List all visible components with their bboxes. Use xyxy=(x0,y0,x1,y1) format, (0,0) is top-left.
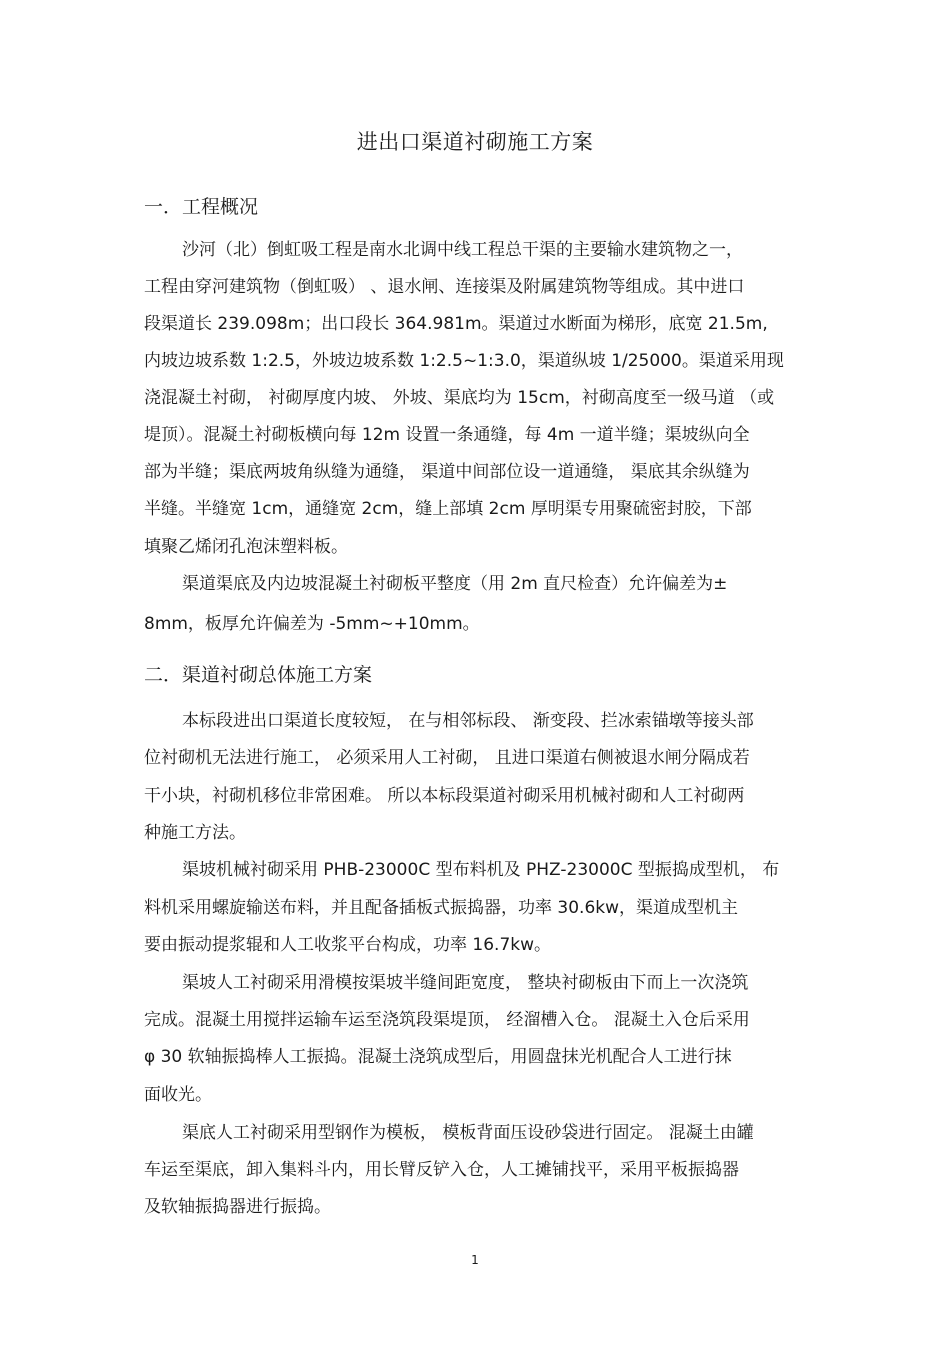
paragraph-line: 渠道渠底及内边坡混凝土衬砌板平整度（用 2m 直尺检查）允许偏差为± xyxy=(182,574,728,594)
paragraph-line: 面收光。 xyxy=(144,1085,212,1105)
page-number: 1 xyxy=(471,1253,479,1267)
paragraph-line: 渠坡人工衬砌采用滑模按渠坡半缝间距宽度， 整块衬砌板由下而上一次浇筑 xyxy=(182,973,749,993)
paragraph-line: 填聚乙烯闭孔泡沫塑料板。 xyxy=(144,537,348,557)
paragraph-line: 渠底人工衬砌采用型钢作为模板， 模板背面压设砂袋进行固定。 混凝土由罐 xyxy=(182,1123,754,1143)
document-title: 进出口渠道衬砌施工方案 xyxy=(356,130,594,154)
paragraph-line: 车运至渠底，卸入集料斗内，用长臂反铲入仓，人工摊铺找平，采用平板振捣器 xyxy=(144,1160,739,1180)
paragraph-line: 位衬砌机无法进行施工， 必须采用人工衬砌， 且进口渠道右侧被退水闸分隔成若 xyxy=(144,748,750,768)
paragraph-line: 浇混凝土衬砌， 衬砌厚度内坡、 外坡、渠底均为 15cm，衬砌高度至一级马道 （或 xyxy=(144,388,775,408)
paragraph-line: 部为半缝；渠底两坡角纵缝为通缝， 渠道中间部位设一道通缝， 渠底其余纵缝为 xyxy=(144,462,750,482)
paragraph-line: 半缝。半缝宽 1cm，通缝宽 2cm，缝上部填 2cm 厚明渠专用聚硫密封胶，下部 xyxy=(144,499,752,519)
paragraph-line: 渠坡机械衬砌采用 PHB-23000C 型布料机及 PHZ-23000C 型振捣成型机， 布 xyxy=(182,860,780,880)
paragraph-line: 内坡边坡系数 1:2.5，外坡边坡系数 1:2.5~1:3.0，渠道纵坡 1/25000。渠道采用现 xyxy=(144,351,784,371)
paragraph-line: φ 30 软轴振捣棒人工振捣。混凝土浇筑成型后，用圆盘抹光机配合人工进行抹 xyxy=(144,1047,732,1067)
paragraph-line: 及软轴振捣器进行振捣。 xyxy=(144,1197,331,1217)
paragraph-line: 要由振动提浆辊和人工收浆平台构成，功率 16.7kw。 xyxy=(144,935,552,955)
section-heading-overview: 一．工程概况 xyxy=(144,196,259,218)
section-heading-overall-plan: 二．渠道衬砌总体施工方案 xyxy=(144,664,373,686)
paragraph-line: 完成。混凝土用搅拌运输车运至浇筑段渠堤顶， 经溜槽入仓。 混凝土入仓后采用 xyxy=(144,1010,750,1030)
paragraph-line: 沙河（北）倒虹吸工程是南水北调中线工程总干渠的主要输水建筑物之一， xyxy=(182,240,743,260)
paragraph-line: 本标段进出口渠道长度较短， 在与相邻标段、 渐变段、拦冰索锚墩等接头部 xyxy=(182,711,754,731)
paragraph-line: 段渠道长 239.098m；出口段长 364.981m。渠道过水断面为梯形，底宽 21.5m, xyxy=(144,314,768,334)
paragraph-line: 工程由穿河建筑物（倒虹吸） 、退水闸、连接渠及附属建筑物等组成。其中进口 xyxy=(144,277,745,297)
paragraph-line: 种施工方法。 xyxy=(144,823,246,843)
paragraph-line: 干小块，衬砌机移位非常困难。 所以本标段渠道衬砌采用机械衬砌和人工衬砌两 xyxy=(144,786,745,806)
paragraph-line: 料机采用螺旋输送布料，并且配备插板式振捣器，功率 30.6kw，渠道成型机主 xyxy=(144,898,739,918)
paragraph-line: 8mm，板厚允许偏差为 -5mm~+10mm。 xyxy=(144,614,480,634)
paragraph-line: 堤顶）。混凝土衬砌板横向每 12m 设置一条通缝，每 4m 一道半缝；渠坡纵向全 xyxy=(144,425,750,445)
